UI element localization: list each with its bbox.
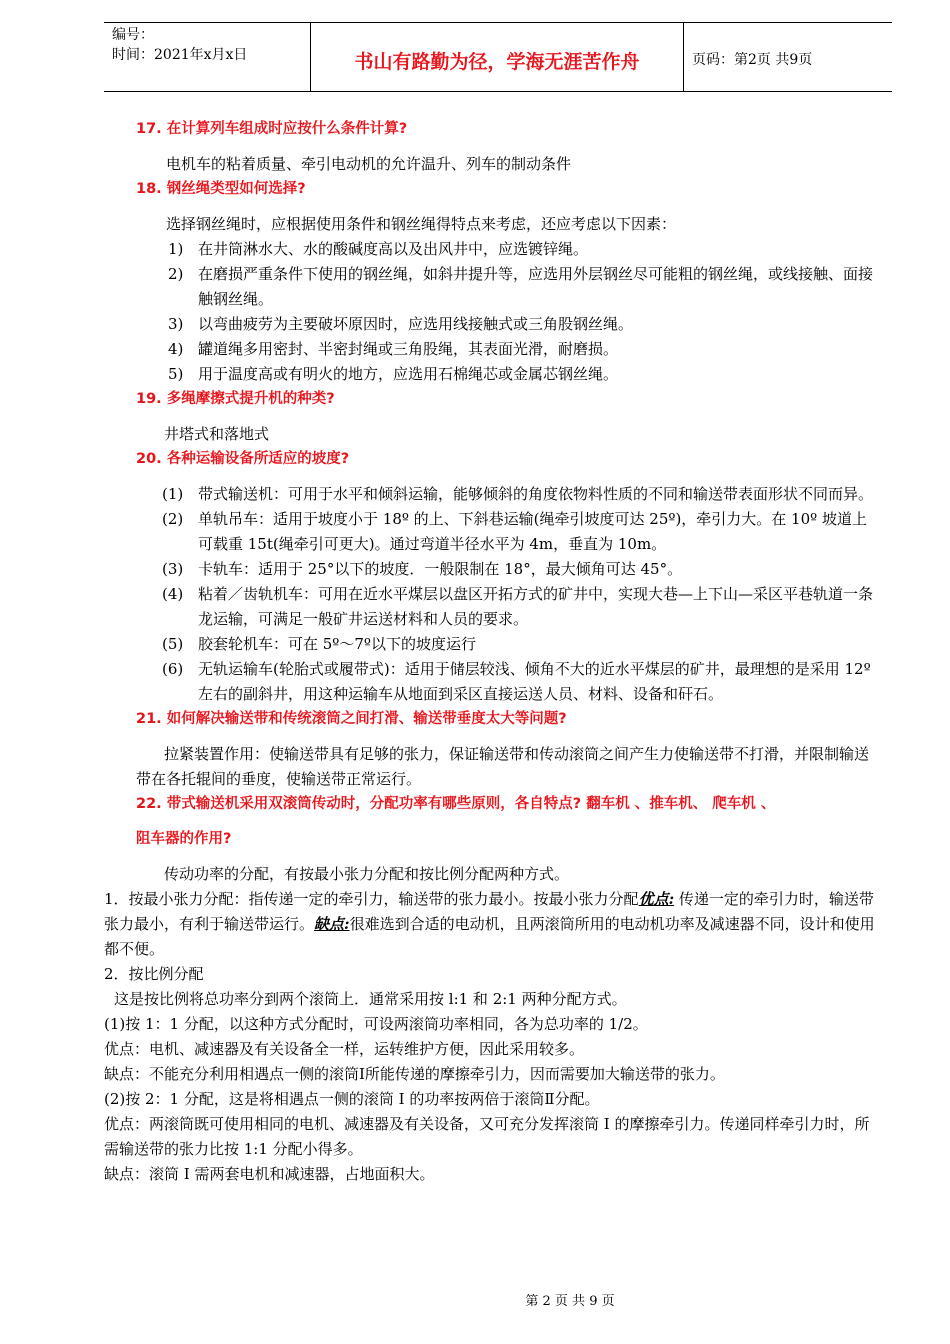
list-item: (1) 带式输送机：可用于水平和倾斜运输，能够倾斜的角度依物料性质的不同和输送带表面形状不同而异。 (162, 485, 874, 503)
advantage-label: 优点: (638, 890, 675, 908)
paragraph: 传动功率的分配，有按最小张力分配和按比例分配两种方式。 (164, 865, 570, 883)
list-item: (3) 卡轨车：适用于 25°以下的坡度．一般限制在 18°，最大倾角可达 45°。 (162, 560, 683, 578)
doc-number: 编号： (112, 27, 154, 43)
list-item: 4) 罐道绳多用密封、半密封绳或三角股绳，其表面光滑，耐磨损。 (168, 340, 619, 358)
question-19-title: 19. 多绳摩擦式提升机的种类? (136, 391, 335, 407)
paragraph: (1)按 1：1 分配，以这种方式分配时，可设两滚筒功率相同，各为总功率的 1/2。 (104, 1015, 648, 1033)
paragraph: 2．按比例分配 (104, 965, 204, 983)
question-22-title-cont: 阻车器的作用? (136, 831, 232, 847)
paragraph: 这是按比例将总功率分到两个滚筒上．通常采用按 l:1 和 2:1 两种分配方式。 (114, 990, 627, 1008)
list-item: 5) 用于温度高或有明火的地方，应选用石棉绳芯或金属芯钢丝绳。 (168, 365, 619, 383)
question-18-title: 18. 钢丝绳类型如何选择? (136, 181, 306, 197)
list-item: 2) 在磨损严重条件下使用的钢丝绳，如斜井提升等，应选用外层钢丝尽可能粗的钢丝绳，或线接触、面接触钢丝绳。 (168, 265, 874, 308)
doc-time: 时间：2021年x月x日 (112, 47, 248, 63)
paragraph: 缺点：滚筒 I 需两套电机和减速器，占地面积大。 (104, 1165, 435, 1183)
list-item: 1) 在井筒淋水大、水的酸碱度高以及出风井中，应选镀锌绳。 (168, 240, 589, 258)
document-body (104, 117, 876, 1187)
question-20-title: 20. 各种运输设备所适应的坡度? (136, 451, 350, 467)
question-18-intro: 选择钢丝绳时，应根据使用条件和钢丝绳得特点来考虑，还应考虑以下因素： (166, 215, 677, 233)
header-meta (104, 23, 311, 91)
list-item: (2) 单轨吊车：适用于坡度小于 18º 的上、下斜巷运输(绳牵引坡度可达 25º)，牵引力大。在 10º 坡道上可载重 15t(绳牵引可更大)。通过弯道半径水平为 4m，垂直为 10m。 (162, 510, 867, 553)
paragraph: 1．按最小张力分配：指传递一定的牵引力，输送带的张力最小。按最小张力分配优点: 传递一定的牵引力时，输送带张力最小，有利于输送带运行。缺点:很难选到合适的电动机，且两滚筒所用的电动机功率及减速器不同，设计和使用都不便。 (104, 890, 875, 958)
header-page-number: 页码：第2页 共9页 (692, 52, 813, 68)
disadvantage-label: 缺点: (314, 915, 350, 933)
header-motto: 书山有路勤为径，学海无涯苦作舟 (311, 23, 684, 91)
paragraph: 优点：电机、减速器及有关设备全一样，运转维护方便，因此采用较多。 (104, 1040, 585, 1058)
question-21-title: 21. 如何解决输送带和传统滚筒之间打滑、输送带垂度太大等问题? (136, 711, 567, 727)
list-item: (6) 无轨运输车(轮胎式或履带式)：适用于储层较浅、倾角不大的近水平煤层的矿井，最理想的是采用 12º 左右的副斜井，用这种运输车从地面到采区直接运送人员、材料、设备和矸石。 (162, 660, 871, 703)
page-header (104, 22, 892, 92)
question-17-title: 17. 在计算列车组成时应按什么条件计算? (136, 121, 408, 137)
question-22-answer (104, 862, 876, 1187)
list-item: (5) 胶套轮机车：可在 5º～7º以下的坡度运行 (162, 635, 476, 653)
list-item: 3) 以弯曲疲劳为主要破坏原因时，应选用线接触式或三角股钢丝绳。 (168, 315, 634, 333)
question-21-answer: 拉紧装置作用：使输送带具有足够的张力，保证输送带和传动滚筒之间产生力使输送带不打滑，并限制输送带在各托辊间的垂度，使输送带正常运行。 (136, 745, 870, 788)
list-item: (4) 粘着／齿轨机车：可用在近水平煤层以盘区开拓方式的矿井中，实现大巷—上下山—采区平巷轨道一条龙运输，可满足一般矿井运送材料和人员的要求。 (162, 585, 874, 628)
paragraph: 优点：两滚筒既可使用相同的电机、减速器及有关设备，又可充分发挥滚筒 I 的摩擦牵引力。传递同样牵引力时，所需输送带的张力比按 1:1 分配小得多。 (104, 1115, 870, 1158)
page-footer: 第 2 页 共 9 页 (525, 1294, 615, 1309)
question-17-answer: 电机车的粘着质量、牵引电动机的允许温升、列车的制动条件 (166, 155, 572, 173)
paragraph: 缺点：不能充分利用相遇点一侧的滚筒Ⅰ所能传递的摩擦牵引力，因而需要加大输送带的张力。 (104, 1065, 725, 1083)
paragraph: (2)按 2：1 分配，这是将相遇点一侧的滚筒 I 的功率按两倍于滚筒Ⅱ分配。 (104, 1090, 600, 1108)
question-22-title: 22. 带式输送机采用双滚筒传动时，分配功率有哪些原则，各自特点? 翻车机 、推车机、 爬车机 、 (136, 796, 776, 812)
question-19-answer: 井塔式和落地式 (164, 425, 270, 443)
